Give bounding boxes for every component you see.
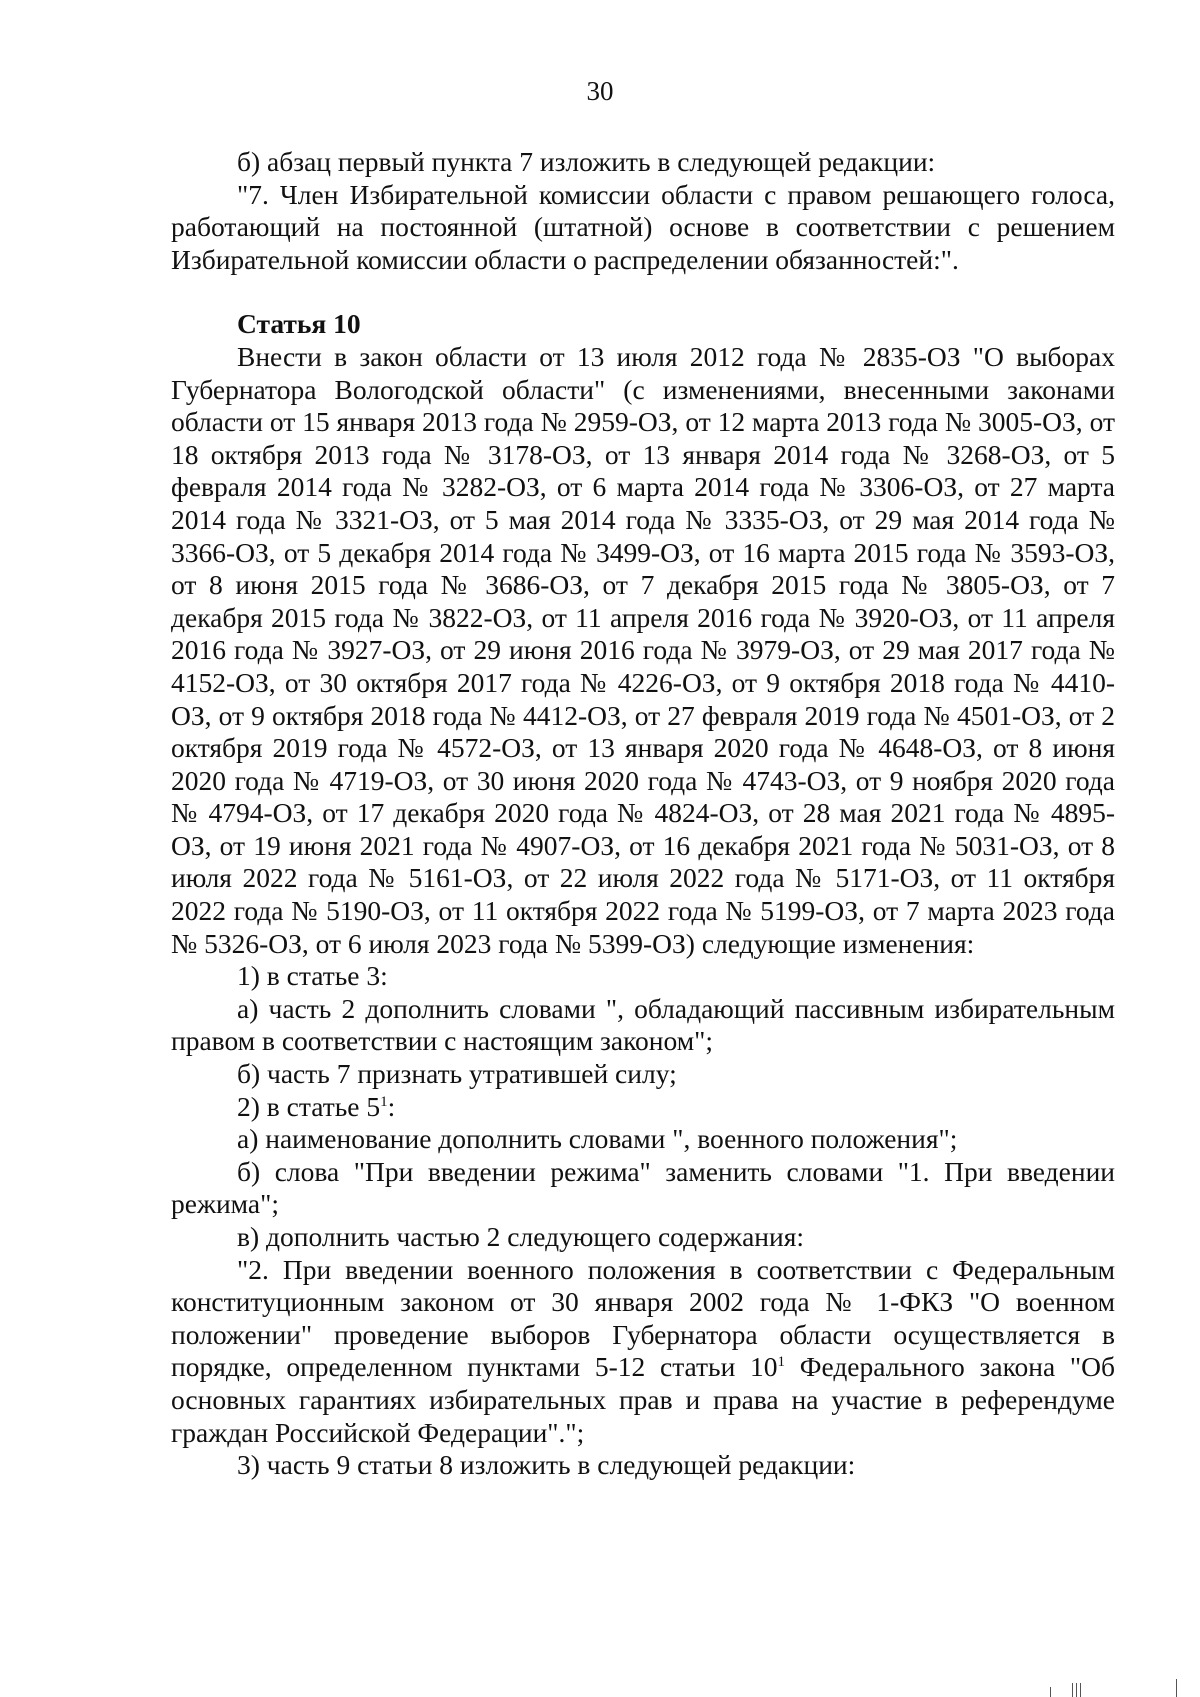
spacer xyxy=(171,276,1115,308)
paragraph: б) слова "При введении режима" заменить словами "1. При введении режима"; xyxy=(171,1155,1115,1220)
paragraph xyxy=(171,1254,1115,1450)
paragraph: 3) часть 9 статьи 8 изложить в следующей редакции: xyxy=(237,1449,856,1481)
paragraph xyxy=(171,1091,1115,1124)
text-run: : xyxy=(387,1090,396,1122)
scan-mark xyxy=(1050,1687,1051,1697)
scan-mark xyxy=(1176,1679,1177,1697)
paragraph: "7. Член Избирательной комиссии области с правом решающего голоса, работающий на постоянной (штатной) основе в соответствии с решением Избирательной комиссии области о распределении обязанностей:". xyxy=(171,178,1115,275)
paragraph: 1) в статье 3: xyxy=(237,960,388,992)
scan-mark xyxy=(1076,1683,1077,1697)
paragraph: б) абзац первый пункта 7 изложить в следующей редакции: xyxy=(237,146,936,177)
text-run: 2) в статье 5 xyxy=(237,1090,381,1122)
scan-mark xyxy=(1072,1683,1073,1697)
superscript: 1 xyxy=(777,1354,786,1371)
scan-edge-marks xyxy=(1050,1675,1200,1697)
article-heading: Статья 10 xyxy=(237,308,361,340)
text-run: "2. При введении военного положения в соответствии с Федеральным конституционным законом от 30 января 2002 года № 1-ФКЗ "О военном положении" проведение выборов Губернатора области осуществляется в порядке, определенном пунктами 5-12 статьи 10 xyxy=(171,1253,1115,1383)
scan-mark xyxy=(1080,1683,1081,1697)
text-run: Федерального закона "Об основных гарантиях избирательных прав и права на участие в референдуме граждан Российской Федерации"."; xyxy=(171,1351,1115,1448)
page-number: 30 xyxy=(586,76,614,106)
document-body xyxy=(171,146,1115,1482)
paragraph: б) часть 7 признать утратившей силу; xyxy=(237,1058,677,1090)
superscript: 1 xyxy=(380,1093,388,1110)
paragraph: в) дополнить частью 2 следующего содержания: xyxy=(237,1221,804,1252)
paragraph: а) часть 2 дополнить словами ", обладающий пассивным избирательным правом в соответствии с настоящим законом"; xyxy=(171,992,1115,1057)
paragraph: а) наименование дополнить словами ", военного положения"; xyxy=(237,1123,958,1155)
paragraph: Внести в закон области от 13 июля 2012 года № 2835-ОЗ "О выборах Губернатора Вологодской области" (с изменениями, внесенными законами области от 15 января 2013 года № 2959-ОЗ, от 12 марта 2013 года № 3005-ОЗ, от 18 октября 2013 года № 3178-ОЗ, от 13 января 2014 года № 3268-ОЗ, от 5 февраля 2014 года № 3282-ОЗ, от 6 марта 2014 года № 3306-ОЗ, от 27 марта 2014 года № 3321-ОЗ, от 5 мая 2014 года № 3335-ОЗ, от 29 мая 2014 года № 3366-ОЗ, от 5 декабря 2014 года № 3499-ОЗ, от 16 марта 2015 года № 3593-ОЗ, от 8 июня 2015 года № 3686-ОЗ, от 7 декабря 2015 года № 3805-ОЗ, от 7 декабря 2015 года № 3822-ОЗ, от 11 апреля 2016 года № 3920-ОЗ, от 11 апреля 2016 года № 3927-ОЗ, от 29 июня 2016 года № 3979-ОЗ, от 29 мая 2017 года № 4152-ОЗ, от 30 октября 2017 года № 4226-ОЗ, от 9 октября 2018 года № 4410-ОЗ, от 9 октября 2018 года № 4412-ОЗ, от 27 февраля 2019 года № 4501-ОЗ, от 2 октября 2019 года № 4572-ОЗ, от 13 января 2020 года № 4648-ОЗ, от 8 июня 2020 года № 4719-ОЗ, от 30 июня 2020 года № 4743-ОЗ, от 9 ноября 2020 года № 4794-ОЗ, от 17 декабря 2020 года № 4824-ОЗ, от 28 мая 2021 года № 4895-ОЗ, от 19 июня 2021 года № 4907-ОЗ, от 16 декабря 2021 года № 5031-ОЗ, от 8 июля 2022 года № 5161-ОЗ, от 22 июля 2022 года № 5171-ОЗ, от 11 октября 2022 года № 5190-ОЗ, от 11 октября 2022 года № 5199-ОЗ, от 7 марта 2023 года № 5326-ОЗ, от 6 июля 2023 года № 5399-ОЗ) следующие изменения: xyxy=(171,340,1115,959)
